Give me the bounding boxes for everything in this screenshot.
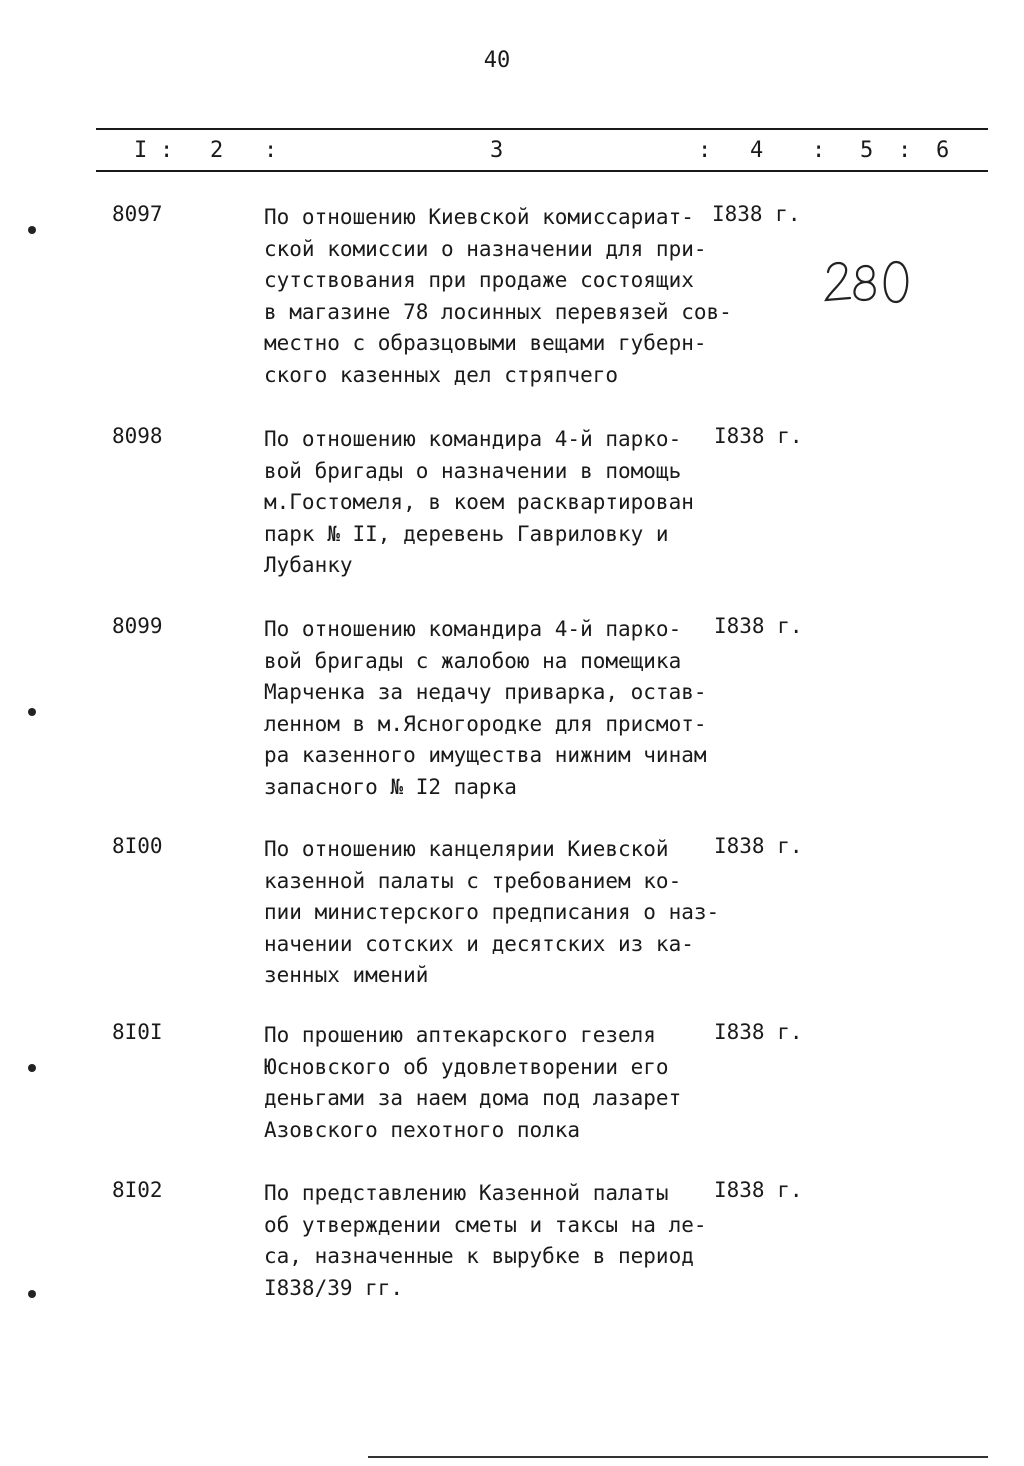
punch-hole-mark: [28, 1290, 36, 1298]
column-header-3: 3: [490, 138, 504, 163]
entry-description: По отношению командира 4-й парко- вой бригады о назначении в помощь м.Гостомеля, в коем расквартирован парк № II, деревень Гавриловку и Лубанку: [264, 427, 694, 577]
punch-hole-mark: [28, 1064, 36, 1072]
entry-description: По отношению командира 4-й парко- вой бригады с жалобою на помещика Марченка за недачу приварка, остав- ленном в м.Ясногородке для присмот- ра казенного имущества нижним чинам запасного № I2 парка: [264, 617, 707, 799]
punch-hole-mark: [28, 708, 36, 716]
entry-description: По отношению Киевской комиссариат- ской комиссии о назначении для при- сутствования при продаже состоящих в магазине 78 лосинных перевязей сов- местно с образцовыми вещами губерн- ского казенных дел стряпчего: [264, 205, 732, 387]
entry-year: I838 г.: [714, 834, 803, 858]
entry-description: По прошению аптекарского гезеля Юсновского об удовлетворении его деньгами за наем дома под лазарет Азовского пехотного полка: [264, 1023, 682, 1142]
entry-number: 8097: [112, 202, 163, 226]
table-top-rule: [96, 128, 988, 130]
column-header-5: 5: [860, 138, 874, 163]
entry-description: По отношению канцелярии Киевской казенной палаты с требованием ко- пии министерского предписания о наз- начении сотских и десятских из ка- зенных имений: [264, 837, 720, 987]
entry-description: По представлению Казенной палаты об утверждении сметы и таксы на ле- са, назначенные к вырубке в период I838/39 гг.: [264, 1181, 707, 1300]
column-header-2: 2: [210, 138, 224, 163]
entry-year: I838 г.: [714, 1020, 803, 1044]
column-header-6: 6: [936, 138, 950, 163]
entry-year: I838 г.: [714, 1178, 803, 1202]
column-header-1: I: [134, 138, 148, 163]
entry-year: I838 г.: [714, 614, 803, 638]
handwritten-sheet-number: [820, 252, 916, 312]
handwritten-280-drawing: [820, 252, 916, 312]
page-number: 40: [483, 48, 511, 73]
column-separator: :: [698, 138, 712, 163]
entry-number: 8I0I: [112, 1020, 163, 1044]
page-bottom-edge: [368, 1456, 988, 1458]
entry-number: 8I02: [112, 1178, 163, 1202]
entry-number: 8I00: [112, 834, 163, 858]
entry-year: I838 г.: [714, 424, 803, 448]
table-header-rule: [96, 170, 988, 172]
entry-number: 8099: [112, 614, 163, 638]
column-separator: :: [264, 138, 278, 163]
punch-hole-mark: [28, 226, 36, 234]
entry-number: 8098: [112, 424, 163, 448]
entry-year: I838 г.: [712, 202, 801, 226]
column-separator: :: [160, 138, 174, 163]
column-separator: :: [812, 138, 826, 163]
column-separator: :: [898, 138, 912, 163]
column-header-4: 4: [750, 138, 764, 163]
